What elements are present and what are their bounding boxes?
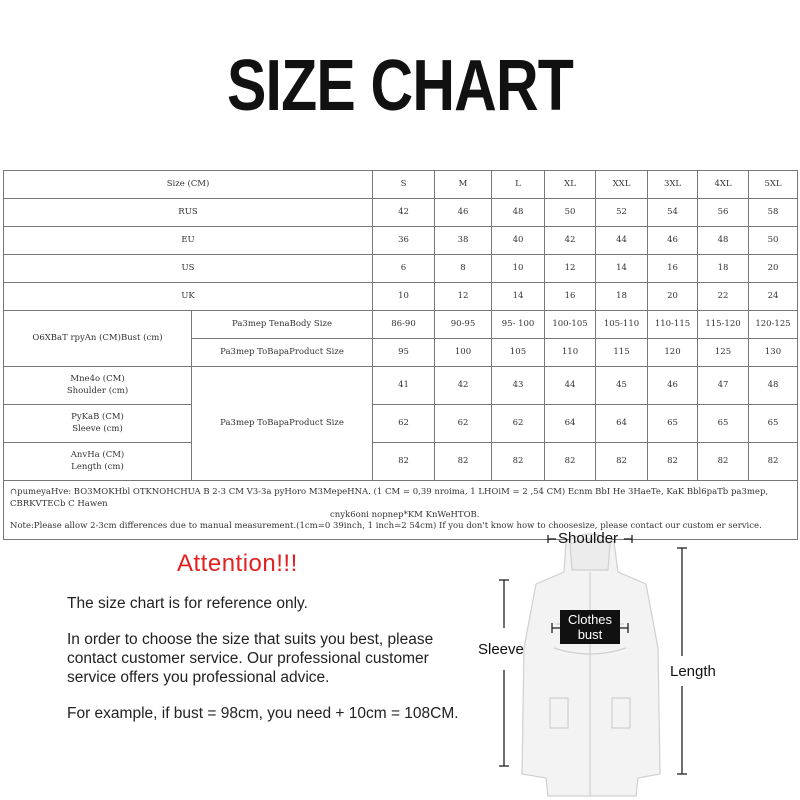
size-header-cell: L <box>492 171 545 199</box>
table-cell: 44 <box>596 227 648 255</box>
shoulder-label-ru: Mne4o (CM) <box>70 374 125 385</box>
attention-paragraph: For example, if bust = 98cm, you need + 10cm = 108CM. <box>67 705 459 722</box>
table-cell: 58 <box>749 199 798 227</box>
row-label: UK <box>4 283 373 311</box>
row-label: Pa3mep ToBapaProduct Size <box>192 339 373 367</box>
sleeve-label <box>4 405 192 443</box>
us-row <box>4 255 798 283</box>
sleeve-label: Sleeve <box>478 641 524 658</box>
table-cell: 62 <box>492 405 545 443</box>
table-cell: 20 <box>648 283 698 311</box>
sleeve-label-ru: PyKaB (CM) <box>71 412 124 423</box>
table-cell: 12 <box>545 255 596 283</box>
table-cell: 45 <box>596 367 648 405</box>
size-header-cell: S <box>373 171 435 199</box>
table-cell: 65 <box>698 405 749 443</box>
table-cell: 95 <box>373 339 435 367</box>
row-label: EU <box>4 227 373 255</box>
row-label: RUS <box>4 199 373 227</box>
table-cell: 120-125 <box>749 311 798 339</box>
page-title: SIZE CHART <box>226 46 574 126</box>
clothes-bust-label <box>560 610 620 644</box>
table-cell: 50 <box>749 227 798 255</box>
table-cell: 20 <box>749 255 798 283</box>
row-label: Pa3mep TenaBody Size <box>192 311 373 339</box>
size-header-cell: XL <box>545 171 596 199</box>
clothes-bust-label-line1: Clothes <box>567 612 613 627</box>
table-cell: 54 <box>648 199 698 227</box>
shoulder-label-en: Shoulder (cm) <box>66 385 129 396</box>
note-ru-line-2: cnyk6oni nopnep*KM KnWeHTOB. <box>330 510 480 520</box>
table-cell: 115-120 <box>698 311 749 339</box>
shoulder-label <box>4 367 192 405</box>
coat-silhouette <box>522 534 660 796</box>
table-cell: 41 <box>373 367 435 405</box>
table-cell: 14 <box>596 255 648 283</box>
sleeve-row <box>4 405 798 443</box>
length-label: Length <box>670 663 716 680</box>
table-cell: 82 <box>373 443 435 481</box>
table-cell: 48 <box>492 199 545 227</box>
size-chart-table <box>3 170 798 540</box>
table-cell: 100 <box>435 339 492 367</box>
attention-paragraph: In order to choose the size that suits you best, please contact customer service. Our professional customer service offers you professional advice. <box>67 631 434 686</box>
table-cell: 40 <box>492 227 545 255</box>
shoulder-row <box>4 367 798 405</box>
table-cell: 42 <box>435 367 492 405</box>
table-cell: 12 <box>435 283 492 311</box>
note-en: Note:Please allow 2-3cm differences due to manual measurement.(1cm=0 39inch, 1 inch=2 54cm) If you don't know how to choosesize, please contact our custom er service. <box>10 521 762 532</box>
table-cell: 62 <box>373 405 435 443</box>
size-header-row <box>4 171 798 199</box>
table-cell: 82 <box>545 443 596 481</box>
table-cell: 130 <box>749 339 798 367</box>
table-cell: 105 <box>492 339 545 367</box>
size-header-cell: 3XL <box>648 171 698 199</box>
table-cell: 22 <box>698 283 749 311</box>
table-cell: 62 <box>435 405 492 443</box>
table-cell: 65 <box>648 405 698 443</box>
table-cell: 16 <box>545 283 596 311</box>
table-cell: 64 <box>596 405 648 443</box>
length-label <box>4 443 192 481</box>
table-cell: 10 <box>492 255 545 283</box>
table-cell: 82 <box>698 443 749 481</box>
length-row <box>4 443 798 481</box>
size-header-cell: 5XL <box>749 171 798 199</box>
length-measure-line <box>677 548 687 774</box>
table-cell: 16 <box>648 255 698 283</box>
table-cell: 6 <box>373 255 435 283</box>
coat-measurement-diagram <box>470 528 800 800</box>
length-label-ru: AnvHa (CM) <box>70 450 125 461</box>
shoulder-label: Shoulder <box>558 530 619 547</box>
table-cell: 48 <box>698 227 749 255</box>
table-cell: 100-105 <box>545 311 596 339</box>
table-cell: 24 <box>749 283 798 311</box>
table-cell: 105-110 <box>596 311 648 339</box>
size-header-cell: 4XL <box>698 171 749 199</box>
sleeve-label-en: Sleeve (cm) <box>72 423 123 434</box>
bust-group-label: O6XBaT rpyAn (CM)Bust (cm) <box>4 311 192 367</box>
table-cell: 90-95 <box>435 311 492 339</box>
table-cell: 125 <box>698 339 749 367</box>
size-header-cell: M <box>435 171 492 199</box>
clothes-bust-label-line2: bust <box>577 627 603 642</box>
attention-heading: Attention!!! <box>177 550 298 577</box>
table-cell: 50 <box>545 199 596 227</box>
table-cell: 46 <box>648 367 698 405</box>
table-cell: 38 <box>435 227 492 255</box>
table-cell: 82 <box>596 443 648 481</box>
attention-paragraph: The size chart is for reference only. <box>67 595 308 612</box>
table-cell: 10 <box>373 283 435 311</box>
table-cell: 82 <box>749 443 798 481</box>
table-cell: 42 <box>373 199 435 227</box>
table-cell: 46 <box>435 199 492 227</box>
uk-row <box>4 283 798 311</box>
length-label-en: Length (cm) <box>71 461 124 472</box>
table-cell: 95- 100 <box>492 311 545 339</box>
table-cell: 46 <box>648 227 698 255</box>
table-cell: 52 <box>596 199 648 227</box>
table-cell: 36 <box>373 227 435 255</box>
table-cell: 43 <box>492 367 545 405</box>
note-ru-line-1: ∩pumeyaHve: BO3MOKHbl OTKNOHCHUA B 2-3 CM V3-3a pyHoro M3MepeHNA. (1 CM = 0,39 nroima, 1 LHOiM = 2 ,54 CM) Ecnm BbI He 3HaeTe, KaK Bbl6paTb pa3mep, CBRKVTECb C Hawen <box>10 487 769 509</box>
product-size-group-label: Pa3mep ToBapaProduct Size <box>192 367 373 481</box>
table-cell: 82 <box>435 443 492 481</box>
table-cell: 14 <box>492 283 545 311</box>
attention-section <box>67 550 467 740</box>
table-cell: 18 <box>596 283 648 311</box>
size-header-label: Size (CM) <box>4 171 373 199</box>
table-cell: 110-115 <box>648 311 698 339</box>
table-cell: 65 <box>749 405 798 443</box>
table-cell: 47 <box>698 367 749 405</box>
size-header-cell: XXL <box>596 171 648 199</box>
body-size-row <box>4 311 798 339</box>
table-cell: 48 <box>749 367 798 405</box>
table-cell: 86-90 <box>373 311 435 339</box>
eu-row <box>4 227 798 255</box>
table-cell: 18 <box>698 255 749 283</box>
table-cell: 120 <box>648 339 698 367</box>
table-cell: 110 <box>545 339 596 367</box>
table-cell: 82 <box>648 443 698 481</box>
table-cell: 8 <box>435 255 492 283</box>
table-cell: 64 <box>545 405 596 443</box>
rus-row <box>4 199 798 227</box>
table-cell: 56 <box>698 199 749 227</box>
table-cell: 115 <box>596 339 648 367</box>
coat-illustration <box>470 528 800 800</box>
table-cell: 82 <box>492 443 545 481</box>
table-cell: 42 <box>545 227 596 255</box>
table-cell: 44 <box>545 367 596 405</box>
row-label: US <box>4 255 373 283</box>
sleeve-measure-line <box>499 580 509 766</box>
